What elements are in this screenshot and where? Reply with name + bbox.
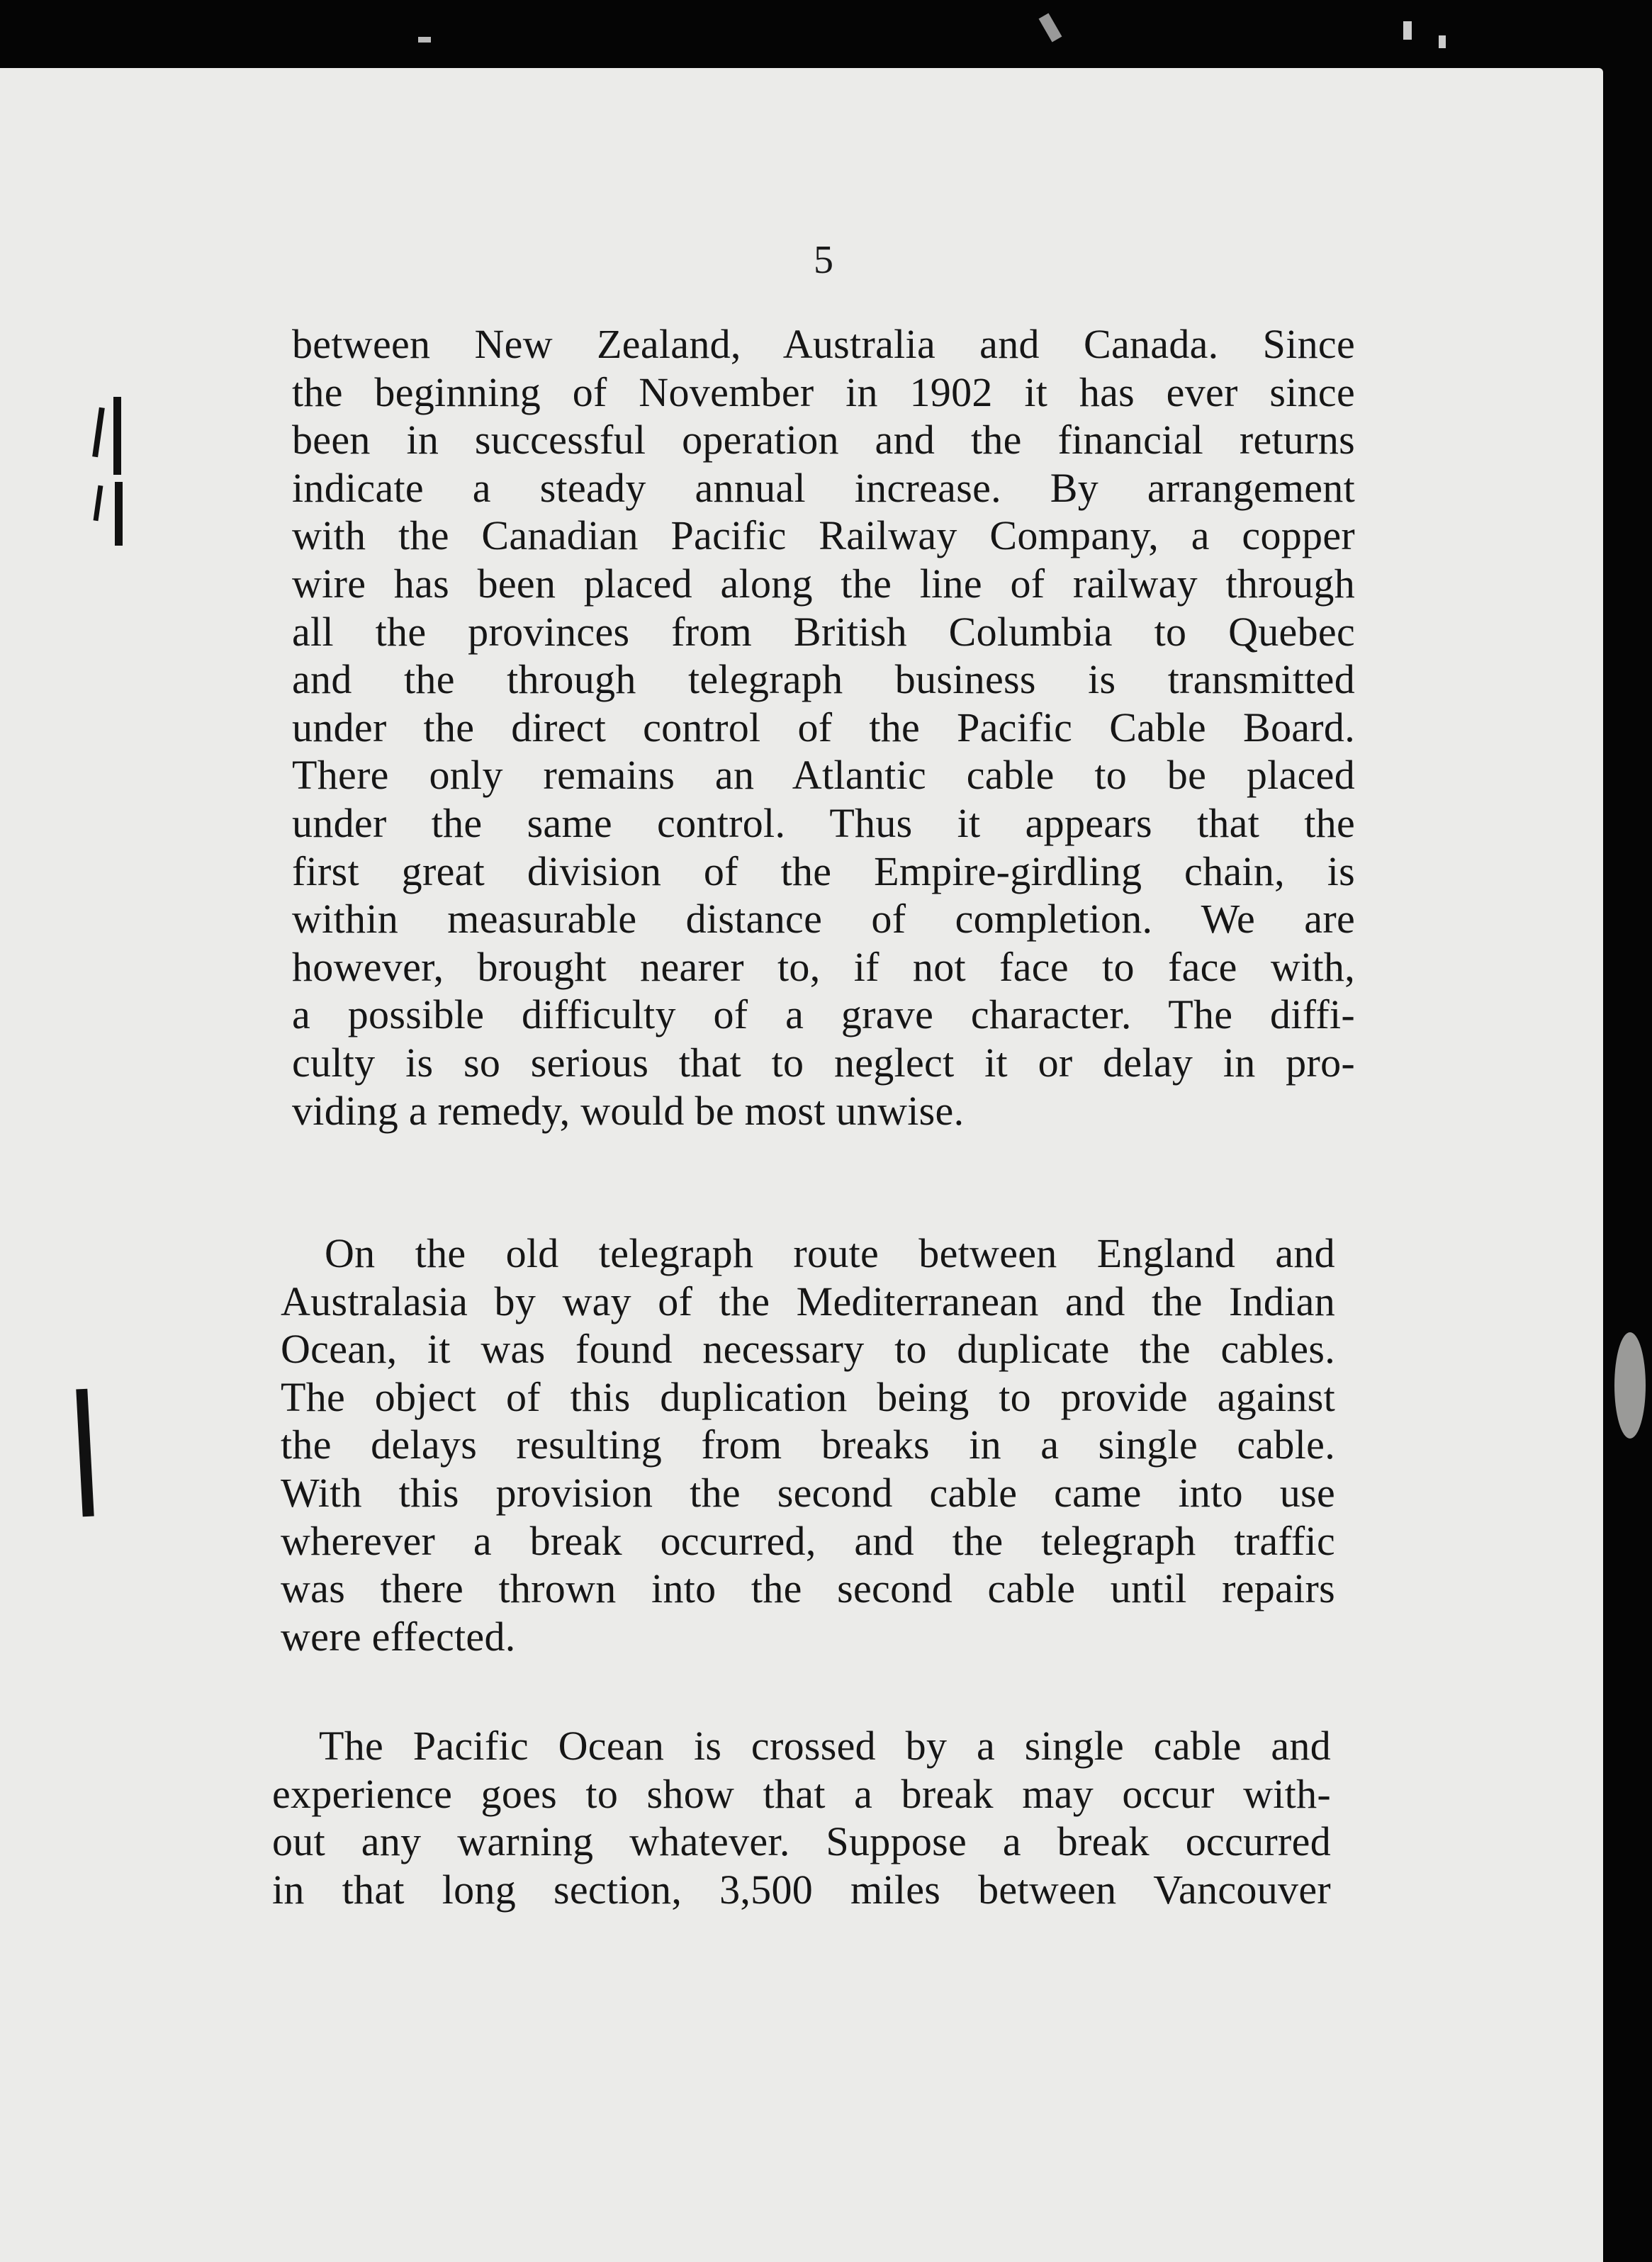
text-line: and the through telegraph business is transmitted	[292, 656, 1355, 703]
text-line: the delays resulting from breaks in a single cable.	[281, 1422, 1335, 1468]
text-line: wire has been placed along the line of railway through	[292, 560, 1355, 607]
paragraph-3	[272, 1722, 1331, 1913]
text-line: There only remains an Atlantic cable to be placed	[292, 752, 1355, 799]
margin-mark	[113, 397, 121, 475]
text-line: under the direct control of the Pacific Cable Board.	[292, 704, 1355, 750]
text-line: viding a remedy, would be most unwise.	[292, 1087, 965, 1134]
paragraph-1	[292, 320, 1355, 1135]
paragraph-2	[281, 1230, 1335, 1660]
paper-stain	[1614, 1332, 1646, 1439]
film-artifact	[1403, 21, 1412, 40]
text-line: culty is so serious that to neglect it or delay in pro-	[292, 1039, 1355, 1086]
text-line: was there thrown into the second cable until repairs	[281, 1565, 1335, 1612]
text-line: within measurable distance of completion. We are	[292, 896, 1355, 942]
text-line: experience goes to show that a break may occur with-	[272, 1770, 1331, 1817]
text-line: in that long section, 3,500 miles between Vancouver	[272, 1866, 1331, 1913]
text-line: a possible difficulty of a grave character. The diffi-	[292, 991, 1355, 1038]
margin-mark	[115, 482, 123, 546]
text-line: Ocean, it was found necessary to duplicate the cables.	[281, 1326, 1335, 1373]
text-line: out any warning whatever. Suppose a break occurred	[272, 1818, 1331, 1865]
text-line: however, brought nearer to, if not face to face with,	[292, 943, 1355, 990]
text-line: were effected.	[281, 1613, 516, 1660]
text-line: On the old telegraph route between England and	[325, 1230, 1335, 1276]
text-line: with the Canadian Pacific Railway Company, a copper	[292, 512, 1355, 559]
text-line: between New Zealand, Australia and Canada. Since	[292, 321, 1355, 367]
text-line: under the same control. Thus it appears that the	[292, 799, 1355, 846]
film-artifact	[1439, 35, 1446, 48]
scan-right-border	[1603, 68, 1652, 2262]
text-line: Australasia by way of the Mediterranean and the Indian	[281, 1278, 1335, 1324]
text-line: all the provinces from British Columbia to Quebec	[292, 608, 1355, 655]
text-line: indicate a steady annual increase. By arrangement	[292, 464, 1355, 511]
text-line: been in successful operation and the financial returns	[292, 417, 1355, 463]
text-line: With this provision the second cable came into use	[281, 1469, 1335, 1516]
film-artifact	[418, 37, 431, 43]
text-line: The object of this duplication being to provide against	[281, 1373, 1335, 1420]
text-line: first great division of the Empire-girdling chain, is	[292, 848, 1355, 894]
text-line: wherever a break occurred, and the telegraph traffic	[281, 1517, 1335, 1564]
text-line: the beginning of November in 1902 it has ever since	[292, 368, 1355, 415]
text-line: The Pacific Ocean is crossed by a single cable and	[319, 1723, 1331, 1769]
page-number: 5	[814, 238, 833, 282]
